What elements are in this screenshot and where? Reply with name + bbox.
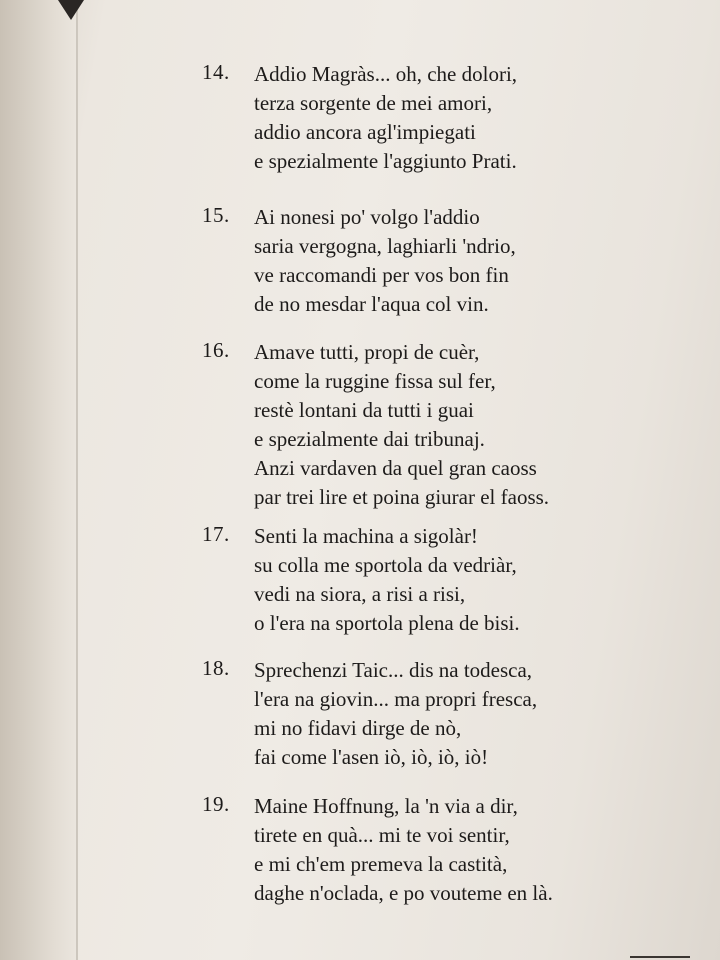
stanza-number: 17. xyxy=(202,522,230,546)
verse-line: fai come l'asen iò, iò, iò, iò! xyxy=(254,745,489,769)
stanza-number: 14. xyxy=(202,60,230,84)
verse-line: addio ancora agl'impiegati xyxy=(254,120,476,144)
stanza-number: 16. xyxy=(202,338,230,362)
stanza-lines xyxy=(254,522,622,638)
verse-line: Sprechenzi Taic... dis na todesca, xyxy=(254,658,533,682)
verse-line: restè lontani da tutti i guai xyxy=(254,398,474,422)
stanza-lines xyxy=(254,60,622,176)
verse-line: Anzi vardaven da quel gran caoss xyxy=(254,456,537,480)
verse-line: daghe n'oclada, e po vouteme en là. xyxy=(254,881,553,905)
stanza-15 xyxy=(202,203,622,319)
book-gutter xyxy=(0,0,78,960)
verse-line: de no mesdar l'aqua col vin. xyxy=(254,292,489,316)
verse-line: su colla me sportola da vedriàr, xyxy=(254,553,517,577)
verse-line: ve raccomandi per vos bon fin xyxy=(254,263,509,287)
verse-line: tirete en quà... mi te voi sentir, xyxy=(254,823,510,847)
verse-line: Senti la machina a sigolàr! xyxy=(254,524,478,548)
stanza-lines xyxy=(254,792,622,908)
stanza-14 xyxy=(202,60,622,176)
verse-line: Ai nonesi po' volgo l'addio xyxy=(254,205,480,229)
stanza-lines xyxy=(254,656,622,772)
verse-line: l'era na giovin... ma propri fresca, xyxy=(254,687,538,711)
verse-line: e mi ch'em premeva la castità, xyxy=(254,852,508,876)
stanza-18 xyxy=(202,656,622,772)
verse-line: e spezialmente l'aggiunto Prati. xyxy=(254,149,517,173)
verse-line: terza sorgente de mei amori, xyxy=(254,91,493,115)
stanza-number: 19. xyxy=(202,792,230,816)
verse-line: Amave tutti, propi de cuèr, xyxy=(254,340,480,364)
verse-line: Addio Magràs... oh, che dolori, xyxy=(254,62,518,86)
verse-line: o l'era na sportola plena de bisi. xyxy=(254,611,520,635)
stanza-number: 15. xyxy=(202,203,230,227)
page-fold xyxy=(76,0,78,960)
verse-line: vedi na siora, a risi a risi, xyxy=(254,582,466,606)
stanza-17 xyxy=(202,522,622,638)
bottom-edge-mark xyxy=(630,956,690,958)
stanza-lines xyxy=(254,203,622,319)
verse-line: mi no fidavi dirge de nò, xyxy=(254,716,462,740)
verse-line: come la ruggine fissa sul fer, xyxy=(254,369,496,393)
verse-line: par trei lire et poina giurar el faoss. xyxy=(254,485,550,509)
verse-line: e spezialmente dai tribunaj. xyxy=(254,427,485,451)
verse-line: saria vergogna, laghiarli 'ndrio, xyxy=(254,234,516,258)
stanza-lines xyxy=(254,338,622,512)
stanza-19 xyxy=(202,792,622,908)
verse-line: Maine Hoffnung, la 'n via a dir, xyxy=(254,794,518,818)
stanza-number: 18. xyxy=(202,656,230,680)
stanza-16 xyxy=(202,338,622,512)
